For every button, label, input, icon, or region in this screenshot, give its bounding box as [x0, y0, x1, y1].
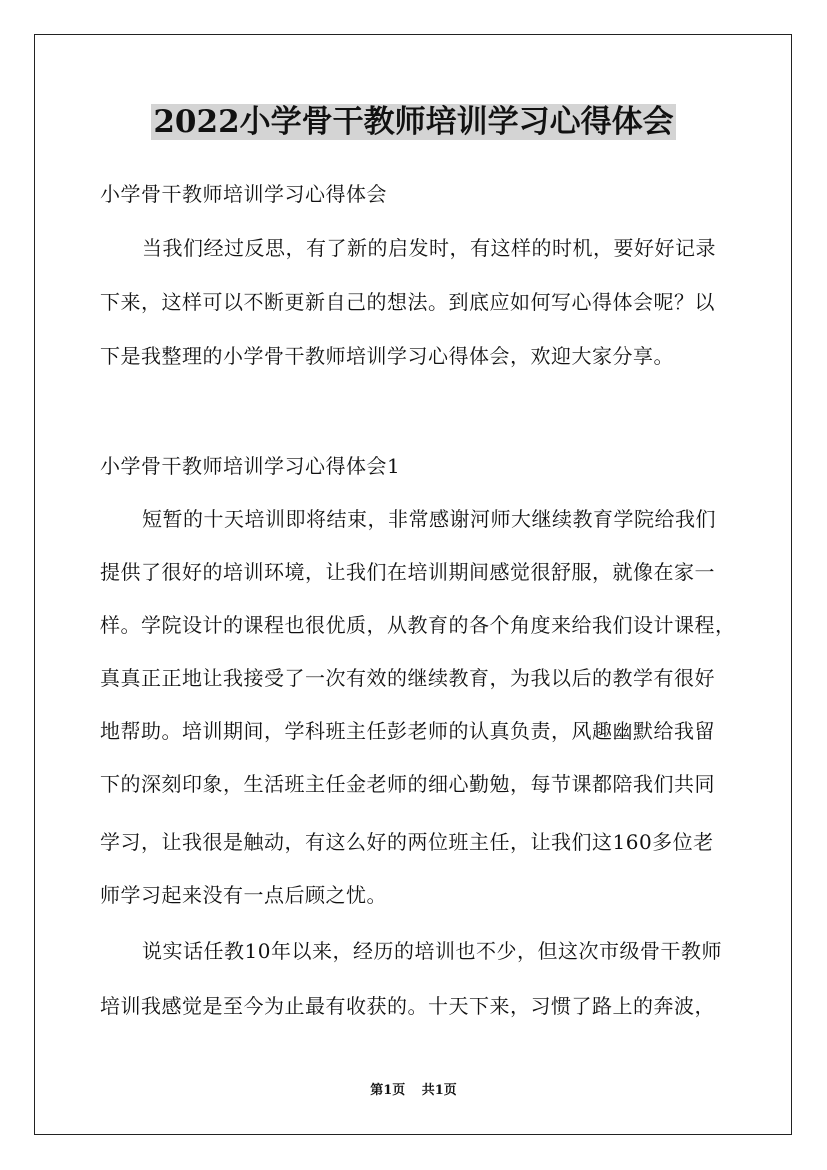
- document-title: [0, 100, 827, 144]
- section-heading-1: 小学骨干教师培训学习心得体会1: [100, 454, 401, 478]
- intro-line-2: 下来，这样可以不断更新自己的想法。到底应如何写心得体会呢？以: [100, 290, 715, 314]
- para1-line-1: 短暂的十天培训即将结束，非常感谢河师大继续教育学院给我们: [142, 507, 716, 531]
- intro-line-3: 下是我整理的小学骨干教师培训学习心得体会，欢迎大家分享。: [100, 344, 674, 368]
- para1-line-3: 样。学院设计的课程也很优质，从教育的各个角度来给我们设计课程，: [100, 613, 736, 637]
- para2-line-2: 培训我感觉是至今为止最有收获的。十天下来，习惯了路上的奔波，: [100, 994, 715, 1018]
- para2-line-1: 说实话任教10年以来，经历的培训也不少，但这次市级骨干教师: [142, 939, 722, 963]
- page-number: 第1页: [370, 1083, 406, 1098]
- para1-line-8: 师学习起来没有一点后顾之忧。: [100, 883, 387, 907]
- para1-line-7: 学习，让我很是触动，有这么好的两位班主任，让我们这160多位老: [100, 830, 714, 854]
- para1-line-5: 地帮助。培训期间，学科班主任彭老师的认真负责，风趣幽默给我留: [100, 719, 715, 743]
- page-footer: [0, 1082, 827, 1100]
- page-total: 共1页: [421, 1083, 457, 1098]
- para1-line-2: 提供了很好的培训环境，让我们在培训期间感觉很舒服，就像在家一: [100, 560, 715, 584]
- document-subtitle: 小学骨干教师培训学习心得体会: [100, 182, 387, 206]
- para1-line-4: 真真正正地让我接受了一次有效的继续教育，为我以后的教学有很好: [100, 666, 715, 690]
- para1-line-6: 下的深刻印象，生活班主任金老师的细心勤勉，每节课都陪我们共同: [100, 772, 715, 796]
- document-title-text: 2022小学骨干教师培训学习心得体会: [153, 104, 674, 140]
- intro-line-1: 当我们经过反思，有了新的启发时，有这样的时机，要好好记录: [142, 236, 716, 260]
